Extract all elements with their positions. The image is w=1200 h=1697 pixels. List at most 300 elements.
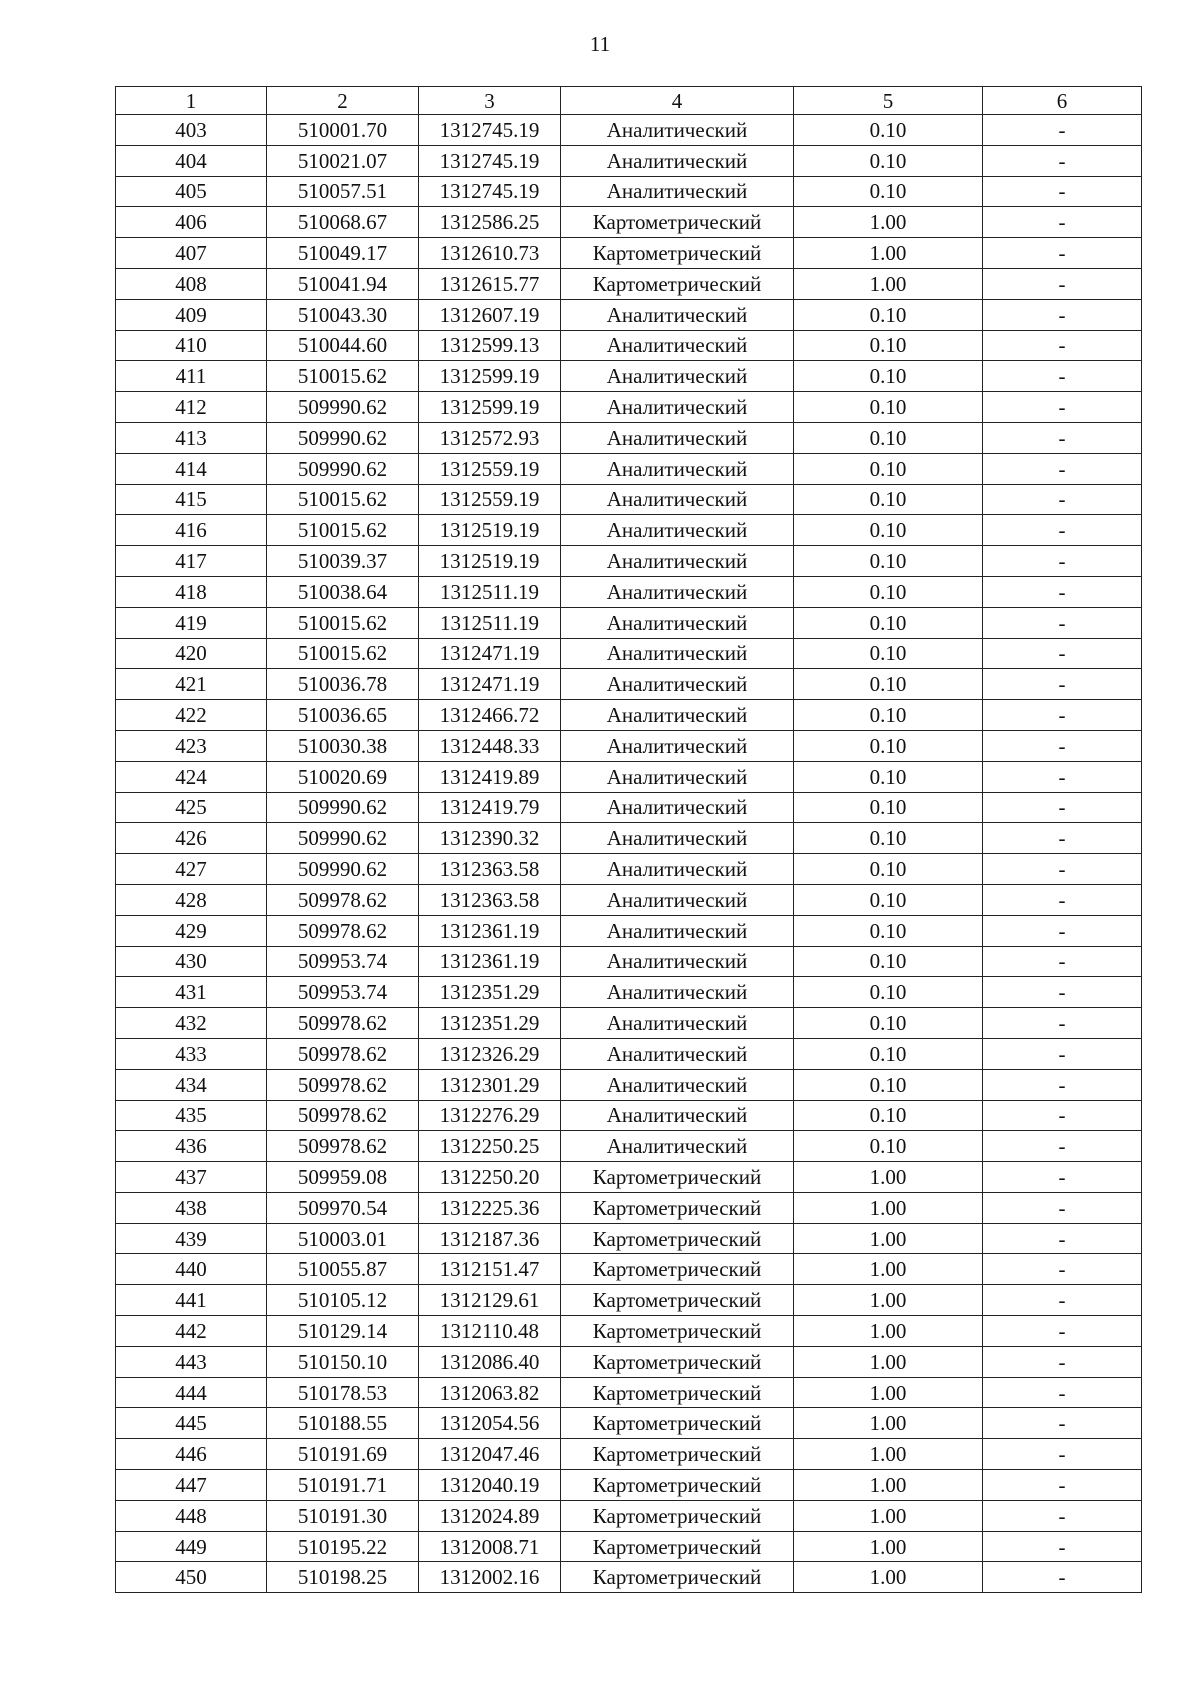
note-cell: - bbox=[983, 1439, 1142, 1470]
table-row bbox=[116, 576, 1142, 607]
table-row bbox=[116, 392, 1142, 423]
note-cell: - bbox=[983, 915, 1142, 946]
accuracy-cell: 0.10 bbox=[794, 669, 983, 700]
accuracy-cell: 0.10 bbox=[794, 115, 983, 146]
accuracy-cell: 0.10 bbox=[794, 1131, 983, 1162]
x-coordinate-cell: 509978.62 bbox=[267, 884, 419, 915]
y-coordinate-cell: 1312745.19 bbox=[419, 115, 561, 146]
x-coordinate-cell: 509978.62 bbox=[267, 1069, 419, 1100]
table-row bbox=[116, 1470, 1142, 1501]
method-cell: Аналитический bbox=[561, 823, 794, 854]
header-row bbox=[116, 87, 1142, 115]
method-cell: Аналитический bbox=[561, 946, 794, 977]
x-coordinate-cell: 510129.14 bbox=[267, 1316, 419, 1347]
accuracy-cell: 0.10 bbox=[794, 823, 983, 854]
y-coordinate-cell: 1312008.71 bbox=[419, 1531, 561, 1562]
y-coordinate-cell: 1312250.25 bbox=[419, 1131, 561, 1162]
point-number-cell: 414 bbox=[116, 453, 267, 484]
accuracy-cell: 0.10 bbox=[794, 638, 983, 669]
method-cell: Аналитический bbox=[561, 453, 794, 484]
table-row bbox=[116, 1285, 1142, 1316]
point-number-cell: 409 bbox=[116, 299, 267, 330]
table-row bbox=[116, 515, 1142, 546]
method-cell: Картометрический bbox=[561, 207, 794, 238]
accuracy-cell: 0.10 bbox=[794, 977, 983, 1008]
accuracy-cell: 1.00 bbox=[794, 1562, 983, 1593]
method-cell: Картометрический bbox=[561, 1377, 794, 1408]
y-coordinate-cell: 1312002.16 bbox=[419, 1562, 561, 1593]
y-coordinate-cell: 1312151.47 bbox=[419, 1254, 561, 1285]
y-coordinate-cell: 1312599.13 bbox=[419, 330, 561, 361]
x-coordinate-cell: 510015.62 bbox=[267, 361, 419, 392]
accuracy-cell: 1.00 bbox=[794, 1223, 983, 1254]
x-coordinate-cell: 510055.87 bbox=[267, 1254, 419, 1285]
note-cell: - bbox=[983, 392, 1142, 423]
note-cell: - bbox=[983, 299, 1142, 330]
y-coordinate-cell: 1312054.56 bbox=[419, 1408, 561, 1439]
accuracy-cell: 0.10 bbox=[794, 792, 983, 823]
x-coordinate-cell: 510178.53 bbox=[267, 1377, 419, 1408]
method-cell: Картометрический bbox=[561, 1531, 794, 1562]
point-number-cell: 443 bbox=[116, 1346, 267, 1377]
method-cell: Аналитический bbox=[561, 145, 794, 176]
note-cell: - bbox=[983, 607, 1142, 638]
table-row bbox=[116, 1131, 1142, 1162]
header-cell-4: 4 bbox=[561, 87, 794, 115]
point-number-cell: 433 bbox=[116, 1038, 267, 1069]
method-cell: Аналитический bbox=[561, 1131, 794, 1162]
y-coordinate-cell: 1312110.48 bbox=[419, 1316, 561, 1347]
accuracy-cell: 0.10 bbox=[794, 422, 983, 453]
method-cell: Картометрический bbox=[561, 1254, 794, 1285]
x-coordinate-cell: 509990.62 bbox=[267, 854, 419, 885]
method-cell: Аналитический bbox=[561, 515, 794, 546]
method-cell: Картометрический bbox=[561, 1470, 794, 1501]
x-coordinate-cell: 509953.74 bbox=[267, 977, 419, 1008]
y-coordinate-cell: 1312419.89 bbox=[419, 761, 561, 792]
note-cell: - bbox=[983, 792, 1142, 823]
y-coordinate-cell: 1312572.93 bbox=[419, 422, 561, 453]
accuracy-cell: 1.00 bbox=[794, 1316, 983, 1347]
note-cell: - bbox=[983, 854, 1142, 885]
header-cell-3: 3 bbox=[419, 87, 561, 115]
note-cell: - bbox=[983, 422, 1142, 453]
note-cell: - bbox=[983, 669, 1142, 700]
table-row bbox=[116, 1377, 1142, 1408]
y-coordinate-cell: 1312607.19 bbox=[419, 299, 561, 330]
accuracy-cell: 0.10 bbox=[794, 546, 983, 577]
method-cell: Картометрический bbox=[561, 268, 794, 299]
note-cell: - bbox=[983, 1162, 1142, 1193]
x-coordinate-cell: 509990.62 bbox=[267, 792, 419, 823]
note-cell: - bbox=[983, 238, 1142, 269]
note-cell: - bbox=[983, 576, 1142, 607]
accuracy-cell: 0.10 bbox=[794, 361, 983, 392]
accuracy-cell: 0.10 bbox=[794, 176, 983, 207]
method-cell: Аналитический bbox=[561, 1038, 794, 1069]
note-cell: - bbox=[983, 1038, 1142, 1069]
table-header bbox=[116, 87, 1142, 115]
note-cell: - bbox=[983, 977, 1142, 1008]
method-cell: Аналитический bbox=[561, 1069, 794, 1100]
point-number-cell: 446 bbox=[116, 1439, 267, 1470]
method-cell: Аналитический bbox=[561, 792, 794, 823]
table-row bbox=[116, 361, 1142, 392]
y-coordinate-cell: 1312745.19 bbox=[419, 145, 561, 176]
accuracy-cell: 0.10 bbox=[794, 145, 983, 176]
x-coordinate-cell: 509953.74 bbox=[267, 946, 419, 977]
note-cell: - bbox=[983, 761, 1142, 792]
method-cell: Картометрический bbox=[561, 1285, 794, 1316]
point-number-cell: 405 bbox=[116, 176, 267, 207]
accuracy-cell: 0.10 bbox=[794, 607, 983, 638]
method-cell: Картометрический bbox=[561, 1346, 794, 1377]
table-row bbox=[116, 330, 1142, 361]
table-row bbox=[116, 207, 1142, 238]
point-number-cell: 426 bbox=[116, 823, 267, 854]
note-cell: - bbox=[983, 1562, 1142, 1593]
y-coordinate-cell: 1312276.29 bbox=[419, 1100, 561, 1131]
coordinates-table bbox=[115, 86, 1142, 1593]
x-coordinate-cell: 510105.12 bbox=[267, 1285, 419, 1316]
table-row bbox=[116, 145, 1142, 176]
table-row bbox=[116, 115, 1142, 146]
point-number-cell: 431 bbox=[116, 977, 267, 1008]
method-cell: Картометрический bbox=[561, 1562, 794, 1593]
note-cell: - bbox=[983, 361, 1142, 392]
table-row bbox=[116, 1500, 1142, 1531]
table-row bbox=[116, 1069, 1142, 1100]
accuracy-cell: 1.00 bbox=[794, 1531, 983, 1562]
point-number-cell: 413 bbox=[116, 422, 267, 453]
table-row bbox=[116, 977, 1142, 1008]
method-cell: Аналитический bbox=[561, 700, 794, 731]
method-cell: Картометрический bbox=[561, 1439, 794, 1470]
point-number-cell: 420 bbox=[116, 638, 267, 669]
table-body bbox=[116, 115, 1142, 1593]
note-cell: - bbox=[983, 115, 1142, 146]
method-cell: Аналитический bbox=[561, 361, 794, 392]
point-number-cell: 434 bbox=[116, 1069, 267, 1100]
y-coordinate-cell: 1312250.20 bbox=[419, 1162, 561, 1193]
accuracy-cell: 1.00 bbox=[794, 207, 983, 238]
x-coordinate-cell: 510195.22 bbox=[267, 1531, 419, 1562]
accuracy-cell: 1.00 bbox=[794, 1439, 983, 1470]
table-row bbox=[116, 238, 1142, 269]
y-coordinate-cell: 1312615.77 bbox=[419, 268, 561, 299]
point-number-cell: 448 bbox=[116, 1500, 267, 1531]
table-row bbox=[116, 1162, 1142, 1193]
y-coordinate-cell: 1312519.19 bbox=[419, 515, 561, 546]
table-row bbox=[116, 1346, 1142, 1377]
y-coordinate-cell: 1312471.19 bbox=[419, 669, 561, 700]
point-number-cell: 418 bbox=[116, 576, 267, 607]
x-coordinate-cell: 509990.62 bbox=[267, 453, 419, 484]
y-coordinate-cell: 1312129.61 bbox=[419, 1285, 561, 1316]
accuracy-cell: 0.10 bbox=[794, 576, 983, 607]
table-row bbox=[116, 854, 1142, 885]
x-coordinate-cell: 510043.30 bbox=[267, 299, 419, 330]
accuracy-cell: 0.10 bbox=[794, 761, 983, 792]
table-row bbox=[116, 176, 1142, 207]
y-coordinate-cell: 1312361.19 bbox=[419, 915, 561, 946]
method-cell: Аналитический bbox=[561, 638, 794, 669]
point-number-cell: 419 bbox=[116, 607, 267, 638]
header-cell-2: 2 bbox=[267, 87, 419, 115]
y-coordinate-cell: 1312390.32 bbox=[419, 823, 561, 854]
note-cell: - bbox=[983, 330, 1142, 361]
method-cell: Аналитический bbox=[561, 607, 794, 638]
point-number-cell: 440 bbox=[116, 1254, 267, 1285]
x-coordinate-cell: 510015.62 bbox=[267, 484, 419, 515]
method-cell: Аналитический bbox=[561, 915, 794, 946]
point-number-cell: 435 bbox=[116, 1100, 267, 1131]
method-cell: Картометрический bbox=[561, 1223, 794, 1254]
point-number-cell: 445 bbox=[116, 1408, 267, 1439]
table-row bbox=[116, 422, 1142, 453]
x-coordinate-cell: 510015.62 bbox=[267, 515, 419, 546]
note-cell: - bbox=[983, 145, 1142, 176]
method-cell: Картометрический bbox=[561, 238, 794, 269]
table-row bbox=[116, 946, 1142, 977]
point-number-cell: 423 bbox=[116, 730, 267, 761]
method-cell: Аналитический bbox=[561, 330, 794, 361]
method-cell: Аналитический bbox=[561, 1100, 794, 1131]
note-cell: - bbox=[983, 823, 1142, 854]
table-row bbox=[116, 607, 1142, 638]
x-coordinate-cell: 510021.07 bbox=[267, 145, 419, 176]
method-cell: Картометрический bbox=[561, 1316, 794, 1347]
accuracy-cell: 0.10 bbox=[794, 1008, 983, 1039]
point-number-cell: 439 bbox=[116, 1223, 267, 1254]
table-row bbox=[116, 669, 1142, 700]
note-cell: - bbox=[983, 546, 1142, 577]
y-coordinate-cell: 1312586.25 bbox=[419, 207, 561, 238]
point-number-cell: 429 bbox=[116, 915, 267, 946]
accuracy-cell: 0.10 bbox=[794, 946, 983, 977]
note-cell: - bbox=[983, 207, 1142, 238]
note-cell: - bbox=[983, 700, 1142, 731]
point-number-cell: 411 bbox=[116, 361, 267, 392]
point-number-cell: 428 bbox=[116, 884, 267, 915]
y-coordinate-cell: 1312351.29 bbox=[419, 977, 561, 1008]
point-number-cell: 415 bbox=[116, 484, 267, 515]
y-coordinate-cell: 1312419.79 bbox=[419, 792, 561, 823]
table-row bbox=[116, 1100, 1142, 1131]
point-number-cell: 407 bbox=[116, 238, 267, 269]
y-coordinate-cell: 1312519.19 bbox=[419, 546, 561, 577]
point-number-cell: 403 bbox=[116, 115, 267, 146]
method-cell: Аналитический bbox=[561, 422, 794, 453]
y-coordinate-cell: 1312599.19 bbox=[419, 361, 561, 392]
point-number-cell: 437 bbox=[116, 1162, 267, 1193]
method-cell: Картометрический bbox=[561, 1192, 794, 1223]
accuracy-cell: 1.00 bbox=[794, 1285, 983, 1316]
accuracy-cell: 0.10 bbox=[794, 915, 983, 946]
method-cell: Картометрический bbox=[561, 1162, 794, 1193]
y-coordinate-cell: 1312559.19 bbox=[419, 453, 561, 484]
accuracy-cell: 0.10 bbox=[794, 1100, 983, 1131]
method-cell: Аналитический bbox=[561, 484, 794, 515]
table-row bbox=[116, 700, 1142, 731]
point-number-cell: 421 bbox=[116, 669, 267, 700]
note-cell: - bbox=[983, 268, 1142, 299]
table-row bbox=[116, 761, 1142, 792]
table-row bbox=[116, 1038, 1142, 1069]
accuracy-cell: 1.00 bbox=[794, 1408, 983, 1439]
y-coordinate-cell: 1312187.36 bbox=[419, 1223, 561, 1254]
x-coordinate-cell: 509990.62 bbox=[267, 823, 419, 854]
note-cell: - bbox=[983, 730, 1142, 761]
accuracy-cell: 1.00 bbox=[794, 1500, 983, 1531]
x-coordinate-cell: 510003.01 bbox=[267, 1223, 419, 1254]
accuracy-cell: 1.00 bbox=[794, 1192, 983, 1223]
y-coordinate-cell: 1312047.46 bbox=[419, 1439, 561, 1470]
table-row bbox=[116, 823, 1142, 854]
point-number-cell: 441 bbox=[116, 1285, 267, 1316]
x-coordinate-cell: 510057.51 bbox=[267, 176, 419, 207]
method-cell: Аналитический bbox=[561, 884, 794, 915]
table-row bbox=[116, 638, 1142, 669]
note-cell: - bbox=[983, 515, 1142, 546]
point-number-cell: 404 bbox=[116, 145, 267, 176]
method-cell: Аналитический bbox=[561, 176, 794, 207]
table-row bbox=[116, 546, 1142, 577]
accuracy-cell: 0.10 bbox=[794, 515, 983, 546]
note-cell: - bbox=[983, 1069, 1142, 1100]
x-coordinate-cell: 510188.55 bbox=[267, 1408, 419, 1439]
note-cell: - bbox=[983, 1100, 1142, 1131]
method-cell: Картометрический bbox=[561, 1500, 794, 1531]
point-number-cell: 444 bbox=[116, 1377, 267, 1408]
x-coordinate-cell: 510191.69 bbox=[267, 1439, 419, 1470]
header-cell-6: 6 bbox=[983, 87, 1142, 115]
y-coordinate-cell: 1312225.36 bbox=[419, 1192, 561, 1223]
note-cell: - bbox=[983, 1346, 1142, 1377]
x-coordinate-cell: 510015.62 bbox=[267, 607, 419, 638]
table-row bbox=[116, 1439, 1142, 1470]
header-cell-1: 1 bbox=[116, 87, 267, 115]
point-number-cell: 427 bbox=[116, 854, 267, 885]
accuracy-cell: 0.10 bbox=[794, 392, 983, 423]
accuracy-cell: 0.10 bbox=[794, 700, 983, 731]
x-coordinate-cell: 509978.62 bbox=[267, 1038, 419, 1069]
method-cell: Аналитический bbox=[561, 115, 794, 146]
y-coordinate-cell: 1312363.58 bbox=[419, 884, 561, 915]
accuracy-cell: 0.10 bbox=[794, 1069, 983, 1100]
y-coordinate-cell: 1312024.89 bbox=[419, 1500, 561, 1531]
accuracy-cell: 1.00 bbox=[794, 268, 983, 299]
y-coordinate-cell: 1312599.19 bbox=[419, 392, 561, 423]
note-cell: - bbox=[983, 638, 1142, 669]
x-coordinate-cell: 510150.10 bbox=[267, 1346, 419, 1377]
point-number-cell: 436 bbox=[116, 1131, 267, 1162]
note-cell: - bbox=[983, 1470, 1142, 1501]
accuracy-cell: 0.10 bbox=[794, 854, 983, 885]
x-coordinate-cell: 509978.62 bbox=[267, 1100, 419, 1131]
y-coordinate-cell: 1312063.82 bbox=[419, 1377, 561, 1408]
method-cell: Аналитический bbox=[561, 977, 794, 1008]
point-number-cell: 432 bbox=[116, 1008, 267, 1039]
point-number-cell: 442 bbox=[116, 1316, 267, 1347]
x-coordinate-cell: 510068.67 bbox=[267, 207, 419, 238]
x-coordinate-cell: 510001.70 bbox=[267, 115, 419, 146]
point-number-cell: 438 bbox=[116, 1192, 267, 1223]
table-row bbox=[116, 915, 1142, 946]
note-cell: - bbox=[983, 946, 1142, 977]
table-row bbox=[116, 1223, 1142, 1254]
method-cell: Аналитический bbox=[561, 854, 794, 885]
note-cell: - bbox=[983, 1223, 1142, 1254]
table-row bbox=[116, 1008, 1142, 1039]
table-row bbox=[116, 884, 1142, 915]
x-coordinate-cell: 510030.38 bbox=[267, 730, 419, 761]
accuracy-cell: 1.00 bbox=[794, 238, 983, 269]
y-coordinate-cell: 1312466.72 bbox=[419, 700, 561, 731]
method-cell: Аналитический bbox=[561, 1008, 794, 1039]
x-coordinate-cell: 509990.62 bbox=[267, 392, 419, 423]
table-row bbox=[116, 1192, 1142, 1223]
accuracy-cell: 0.10 bbox=[794, 453, 983, 484]
accuracy-cell: 0.10 bbox=[794, 484, 983, 515]
method-cell: Картометрический bbox=[561, 1408, 794, 1439]
table-row bbox=[116, 1408, 1142, 1439]
accuracy-cell: 0.10 bbox=[794, 884, 983, 915]
table-row bbox=[116, 484, 1142, 515]
note-cell: - bbox=[983, 484, 1142, 515]
accuracy-cell: 1.00 bbox=[794, 1346, 983, 1377]
y-coordinate-cell: 1312086.40 bbox=[419, 1346, 561, 1377]
point-number-cell: 430 bbox=[116, 946, 267, 977]
accuracy-cell: 1.00 bbox=[794, 1377, 983, 1408]
note-cell: - bbox=[983, 1316, 1142, 1347]
y-coordinate-cell: 1312363.58 bbox=[419, 854, 561, 885]
note-cell: - bbox=[983, 1285, 1142, 1316]
y-coordinate-cell: 1312301.29 bbox=[419, 1069, 561, 1100]
y-coordinate-cell: 1312610.73 bbox=[419, 238, 561, 269]
point-number-cell: 424 bbox=[116, 761, 267, 792]
point-number-cell: 425 bbox=[116, 792, 267, 823]
accuracy-cell: 1.00 bbox=[794, 1254, 983, 1285]
point-number-cell: 406 bbox=[116, 207, 267, 238]
method-cell: Аналитический bbox=[561, 299, 794, 330]
note-cell: - bbox=[983, 884, 1142, 915]
y-coordinate-cell: 1312511.19 bbox=[419, 607, 561, 638]
x-coordinate-cell: 510191.30 bbox=[267, 1500, 419, 1531]
accuracy-cell: 0.10 bbox=[794, 1038, 983, 1069]
table-row bbox=[116, 730, 1142, 761]
point-number-cell: 447 bbox=[116, 1470, 267, 1501]
note-cell: - bbox=[983, 1531, 1142, 1562]
x-coordinate-cell: 510036.65 bbox=[267, 700, 419, 731]
x-coordinate-cell: 510015.62 bbox=[267, 638, 419, 669]
y-coordinate-cell: 1312351.29 bbox=[419, 1008, 561, 1039]
note-cell: - bbox=[983, 1254, 1142, 1285]
table-row bbox=[116, 299, 1142, 330]
y-coordinate-cell: 1312040.19 bbox=[419, 1470, 561, 1501]
accuracy-cell: 0.10 bbox=[794, 330, 983, 361]
x-coordinate-cell: 509990.62 bbox=[267, 422, 419, 453]
x-coordinate-cell: 509978.62 bbox=[267, 1131, 419, 1162]
note-cell: - bbox=[983, 176, 1142, 207]
note-cell: - bbox=[983, 1408, 1142, 1439]
note-cell: - bbox=[983, 453, 1142, 484]
accuracy-cell: 0.10 bbox=[794, 299, 983, 330]
y-coordinate-cell: 1312361.19 bbox=[419, 946, 561, 977]
note-cell: - bbox=[983, 1500, 1142, 1531]
note-cell: - bbox=[983, 1377, 1142, 1408]
table-row bbox=[116, 453, 1142, 484]
